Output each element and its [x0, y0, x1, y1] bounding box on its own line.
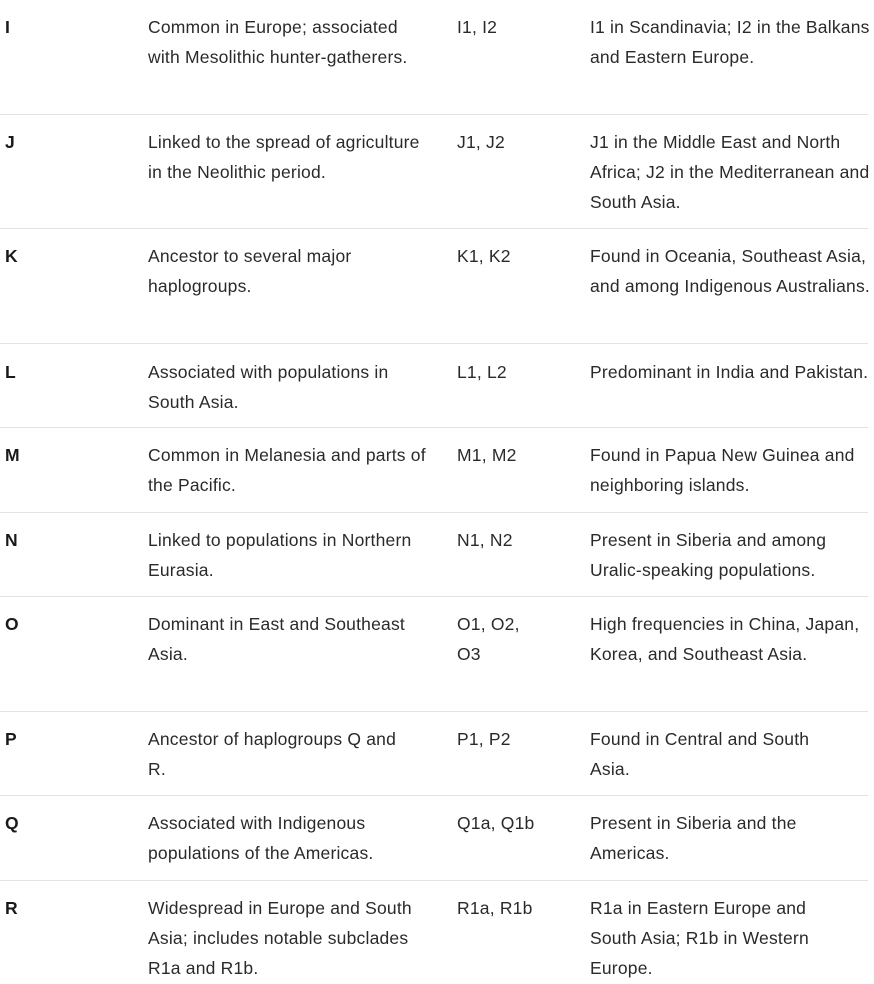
- haplogroup-cell: L: [5, 362, 16, 382]
- subclades-cell: N1, N2: [457, 530, 513, 550]
- subclades-cell: R1a, R1b: [457, 898, 533, 918]
- distribution-cell: Present in Siberia and among Uralic-speaking populations.: [590, 530, 827, 580]
- subclades-cell: K1, K2: [457, 246, 511, 266]
- table-row: [0, 712, 868, 796]
- description-cell: Linked to populations in Northern Eurasia.: [148, 530, 412, 580]
- haplogroup-cell: P: [5, 729, 17, 749]
- table-row: [0, 0, 868, 115]
- distribution-cell: J1 in the Middle East and North Africa; J2 in the Mediterranean and South Asia.: [590, 132, 870, 212]
- distribution-cell: Found in Central and South Asia.: [590, 729, 810, 779]
- distribution-cell: Present in Siberia and the Americas.: [590, 813, 797, 863]
- haplogroup-cell: O: [5, 614, 19, 634]
- haplogroup-cell: K: [5, 246, 18, 266]
- subclades-cell: I1, I2: [457, 17, 498, 37]
- haplogroup-cell: N: [5, 530, 18, 550]
- description-cell: Associated with Indigenous populations of the Americas.: [148, 813, 374, 863]
- distribution-cell: Predominant in India and Pakistan.: [590, 362, 869, 382]
- table-row: [0, 597, 868, 712]
- distribution-cell: Found in Papua New Guinea and neighboring islands.: [590, 445, 855, 495]
- haplogroup-cell: M: [5, 445, 20, 465]
- distribution-cell: High frequencies in China, Japan, Korea, and Southeast Asia.: [590, 614, 860, 664]
- table-row: [0, 229, 868, 344]
- haplogroup-cell: I: [5, 17, 11, 37]
- description-cell: Linked to the spread of agriculture in the Neolithic period.: [148, 132, 420, 182]
- description-cell: Dominant in East and Southeast Asia.: [148, 614, 405, 664]
- haplogroup-cell: R: [5, 898, 18, 918]
- table-row: [0, 428, 868, 513]
- distribution-cell: I1 in Scandinavia; I2 in the Balkans and Eastern Europe.: [590, 17, 870, 67]
- description-cell: Common in Europe; associated with Mesolithic hunter-gatherers.: [148, 17, 408, 67]
- description-cell: Associated with populations in South Asia.: [148, 362, 389, 412]
- table-row: [0, 115, 868, 229]
- table-row: [0, 344, 868, 428]
- subclades-cell: P1, P2: [457, 729, 511, 749]
- subclades-cell: J1, J2: [457, 132, 505, 152]
- haplogroup-cell: Q: [5, 813, 19, 833]
- subclades-cell: M1, M2: [457, 445, 517, 465]
- subclades-cell: L1, L2: [457, 362, 507, 382]
- table-row: [0, 796, 868, 881]
- description-cell: Widespread in Europe and South Asia; includes notable subclades R1a and R1b.: [148, 898, 412, 978]
- haplogroup-cell: J: [5, 132, 15, 152]
- table-row: [0, 513, 868, 597]
- subclades-cell: O1, O2, O3: [457, 614, 520, 664]
- description-cell: Ancestor to several major haplogroups.: [148, 246, 352, 296]
- distribution-cell: R1a in Eastern Europe and South Asia; R1b in Western Europe.: [590, 898, 809, 978]
- subclades-cell: Q1a, Q1b: [457, 813, 535, 833]
- distribution-cell: Found in Oceania, Southeast Asia, and among Indigenous Australians.: [590, 246, 870, 296]
- description-cell: Ancestor of haplogroups Q and R.: [148, 729, 397, 779]
- description-cell: Common in Melanesia and parts of the Pacific.: [148, 445, 426, 495]
- table-row: [0, 881, 868, 984]
